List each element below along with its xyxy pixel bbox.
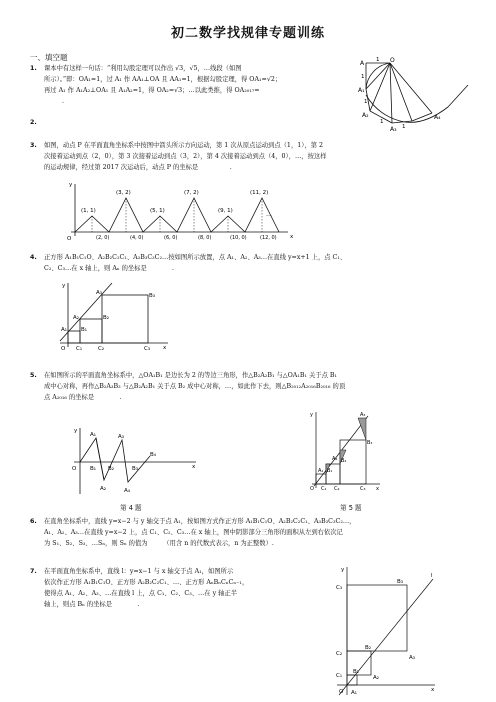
fig1-label: 1 — [402, 124, 406, 130]
fig3-peak-label: (9, 1) — [218, 208, 233, 214]
section-heading: 一、填空题 — [30, 53, 68, 62]
fig7-label: O — [339, 689, 344, 695]
fig5a-label: A₃ — [118, 434, 124, 440]
figure-5b-shaded-squares — [312, 410, 382, 490]
fig5b-label: B₁ — [327, 468, 333, 474]
question-line: 课本中有这样一句话：“利用勾股定理可以作出 √3，√5，…线段（如图 — [44, 65, 242, 72]
fig3-peak-label: (7, 2) — [184, 190, 199, 196]
fig5a-label: B₃ — [132, 466, 138, 472]
question-line: 正方形 A₁B₁C₁O、A₂B₂C₂C₁、A₃B₃C₃C₂…按如图所示放置，点 A₁、A₂、A₃…在直线 y=x+1 上，点 C₁、 — [44, 254, 347, 261]
question-line: 所示）。”即：OA₁=1，过 A₁ 作 AA₁⊥OA 且 AA₁=1，根据勾股定理，得 OA₁=√2； — [44, 76, 282, 83]
page-title: 初二数学找规律专题训练 — [170, 26, 325, 41]
fig7-label: y — [341, 567, 345, 573]
question-line: 使得点 A₁、A₂、A₃、…在直线 l 上，点 C₁、C₂、C₃、…在 y 轴正半 — [44, 590, 238, 597]
question-line: 在平面直角坐标系中，直线 l：y=x−1 与 x 轴交于点 A₁，如图所示 — [44, 568, 234, 575]
fig3-axis-label: (12, 0) — [260, 235, 277, 241]
question-line: 在如图所示的平面直角坐标系中，△OA₁B₁ 是边长为 2 的等边三角形，作△B₂A₂B₁ 与△OA₁B₁ 关于点 B₁ — [44, 372, 338, 379]
fig5a-label: x — [192, 464, 196, 470]
fig1-label: 1 — [376, 57, 380, 63]
fig1-label: 1 — [361, 74, 365, 80]
fig3-peak-label: (1, 1) — [81, 208, 96, 214]
fig3-peak-label: (11, 2) — [250, 190, 269, 196]
fig5a-label: O — [72, 466, 77, 472]
fig4-label: C₂ — [98, 346, 105, 352]
figure-4-squares — [60, 281, 170, 351]
fig5a-label: A₂ — [100, 486, 106, 492]
fig3-axis-label: (2, 0) — [96, 235, 110, 241]
fig7-label: x — [431, 687, 435, 693]
fig4-label: B₃ — [149, 293, 155, 299]
question-line: A₁、A₂、A₃…在直线 y=x−2 上，点 C₁、C₂、C₃…在 x 轴上，图中阴影部分三角形的面积从左到右依次记 — [44, 529, 343, 536]
question-line: . — [62, 98, 65, 105]
question-number: 5. — [30, 372, 37, 379]
fig4-label: B₁ — [81, 327, 87, 333]
fig4-label: A₁ — [61, 327, 67, 333]
fig5a-label: y — [74, 428, 78, 434]
fig7-label: C₃ — [336, 585, 343, 591]
fig7-label: A₃ — [409, 655, 415, 661]
fig7-label: B₁ — [353, 669, 359, 675]
fig5b-label: C₃ — [360, 486, 366, 492]
fig3-origin: O — [67, 236, 72, 242]
figure-caption: 第 4 题 — [120, 504, 142, 512]
fig7-label: A₁ — [351, 690, 357, 696]
fig5b-label: B₃ — [367, 440, 373, 446]
fig5b-label: A₃ — [360, 412, 366, 418]
question-line: 次接着运动到点（2，0），第 3 次接着运动到点（3，2），第 4 次接着运动到点（4，0），…，按这样 — [44, 153, 327, 160]
fig4-label: y — [62, 283, 66, 289]
figure-caption: 第 5 题 — [340, 504, 362, 512]
fig3-axis-label: (6, 0) — [164, 235, 178, 241]
fig4-label: A₂ — [73, 315, 79, 321]
fig3-ellipsis: … — [266, 211, 272, 218]
fig7-label: l — [431, 573, 433, 579]
question-number: 6. — [30, 518, 37, 525]
fig5b-label: C₂ — [334, 486, 340, 492]
fig1-label: O — [390, 57, 395, 64]
fig5b-label: O — [310, 486, 314, 492]
fig3-peak-label: (5, 1) — [150, 208, 165, 214]
fig5b-label: B₂ — [341, 458, 347, 464]
fig1-label: A₄ — [434, 114, 441, 121]
question-line: C₂、C₃…在 x 轴上，则 Aₙ 的坐标是 . — [44, 265, 174, 272]
fig5a-label: B₂ — [108, 466, 114, 472]
fig5b-label: y — [310, 412, 313, 418]
fig3-axis-label: (8, 0) — [198, 235, 212, 241]
fig4-label: B₂ — [103, 315, 109, 321]
fig5b-label: x — [376, 486, 379, 492]
figure-5a-triangles — [70, 426, 200, 496]
figure-1-spiral — [360, 55, 470, 133]
fig3-axis-label: (10, 0) — [230, 235, 247, 241]
fig7-label: C₁ — [336, 673, 343, 679]
fig1-label: A₁ — [358, 87, 365, 94]
fig1-label: 1 — [380, 119, 384, 125]
fig4-label: O — [61, 346, 66, 352]
fig7-label: B₃ — [397, 579, 403, 585]
fig5b-label: A₂ — [332, 456, 338, 462]
fig1-label: A₂ — [362, 112, 369, 119]
question-line: 成中心对称，再作△B₂A₃B₃ 与△B₂A₂B₁ 关于点 B₂ 成中心对称，…，如此作下去，则△B₂₀₁₂A₂₀₁₆B₂₀₁₆ 的顶 — [44, 383, 346, 390]
fig1-label: 1 — [364, 99, 368, 105]
figure-3-zigzag — [66, 180, 296, 240]
fig3-x-axis-label: x — [290, 234, 294, 240]
fig5a-label: A₁ — [90, 432, 96, 438]
fig7-label: A₂ — [373, 675, 379, 681]
question-line: 为 S₁、S₂、S₃、…Sₙ，则 Sₙ 的值为 （用含 n 的代数式表示，n 为正整数）. — [44, 540, 274, 547]
fig1-label: A — [360, 60, 365, 67]
fig7-label: B₂ — [365, 645, 371, 651]
fig4-label: A₃ — [96, 290, 102, 296]
question-line: 如图，动点 P 在平面直角坐标系中按图中箭头所示方向运动，第 1 次从原点运动到点（1，1），第 2 — [44, 142, 323, 149]
question-line: 点 A₂₀₁₆ 的坐标是 . — [44, 394, 122, 401]
fig3-peak-label: (3, 2) — [116, 190, 131, 196]
fig4-label: C₁ — [76, 346, 83, 352]
fig5a-label: B₁ — [90, 466, 96, 472]
fig5b-label: C₁ — [321, 486, 327, 492]
question-line: 轴上，则点 Bₙ 的坐标是 . — [44, 601, 140, 608]
question-line: 依次作正方形 A₁B₁C₁O、正方形 A₂B₂C₂C₁、…、正方形 AₙBₙCₙCₙ₋₁， — [44, 579, 249, 586]
fig4-label: x — [163, 345, 167, 351]
question-line: 再过 A₁ 作 A₁A₂⊥OA₁ 且 A₁A₂=1，得 OA₂=√3；…以此类推，得 OA₂₀₁₇= — [44, 87, 260, 94]
fig3-y-axis-label: y — [69, 182, 73, 188]
fig1-label: A₃ — [390, 126, 397, 133]
question-number: 1. — [30, 65, 37, 72]
fig7-label: C₂ — [336, 651, 343, 657]
fig5b-label: A₁ — [318, 468, 324, 474]
question-line: 的运动规律，经过第 2017 次运动后，动点 P 的坐标是 . — [44, 164, 232, 171]
fig4-label: C₃ — [144, 346, 151, 352]
fig3-axis-label: (4, 0) — [130, 235, 144, 241]
question-number: 2. — [30, 119, 37, 126]
question-line: 在直角坐标系中，直线 y=x−2 与 y 轴交于点 A₁，按如图方式作正方形 A₁B₁C₁O、A₂B₂C₂C₁、A₃B₃C₃C₂…， — [44, 518, 356, 525]
fig5a-label: A₄ — [124, 488, 130, 494]
figure-7-squares — [333, 565, 439, 697]
question-number: 3. — [30, 142, 37, 149]
question-number: 7. — [30, 568, 37, 575]
question-number: 4. — [30, 254, 37, 261]
fig5a-label: B₄ — [150, 452, 156, 458]
